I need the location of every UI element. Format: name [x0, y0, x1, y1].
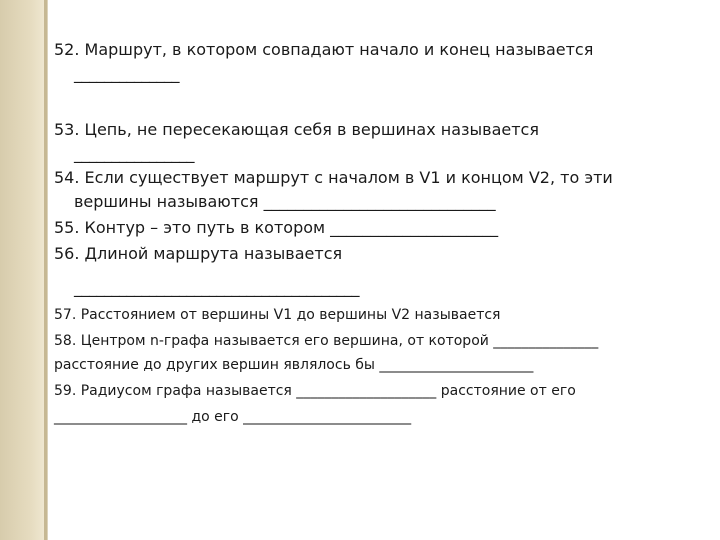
- question-57: 57. Расстоянием от вершины V1 до вершины V2 называется: [54, 307, 501, 323]
- question-52-blank: ______________: [74, 64, 179, 83]
- question-55: 55. Контур – это путь в котором _____________________: [54, 218, 499, 237]
- question-54: 54. Если существует маршрут с началом в V1 и концом V2, то эти: [54, 168, 613, 187]
- question-56-blank: ______________________________________: [74, 278, 359, 297]
- question-58: 58. Центром n-графа называется его вершина, от которой _______________: [54, 333, 599, 349]
- question-59-continuation: ___________________ до его ________________________: [54, 409, 412, 425]
- question-59: 59. Радиусом графа называется ____________________ расстояние от его: [54, 383, 576, 399]
- question-53: 53. Цепь, не пересекающая себя в вершинах называется: [54, 120, 539, 139]
- slide-content: [50, 0, 700, 540]
- question-53-blank: ________________: [74, 144, 194, 163]
- text-frame-line: [47, 0, 48, 540]
- question-58-continuation: расстояние до других вершин являлось бы ______________________: [54, 357, 534, 373]
- question-54-continuation: вершины называются _____________________________: [74, 192, 496, 211]
- question-52: 52. Маршрут, в котором совпадают начало и конец называется: [54, 40, 594, 59]
- left-decorative-band: [0, 0, 44, 540]
- question-56: 56. Длиной маршрута называется: [54, 244, 343, 263]
